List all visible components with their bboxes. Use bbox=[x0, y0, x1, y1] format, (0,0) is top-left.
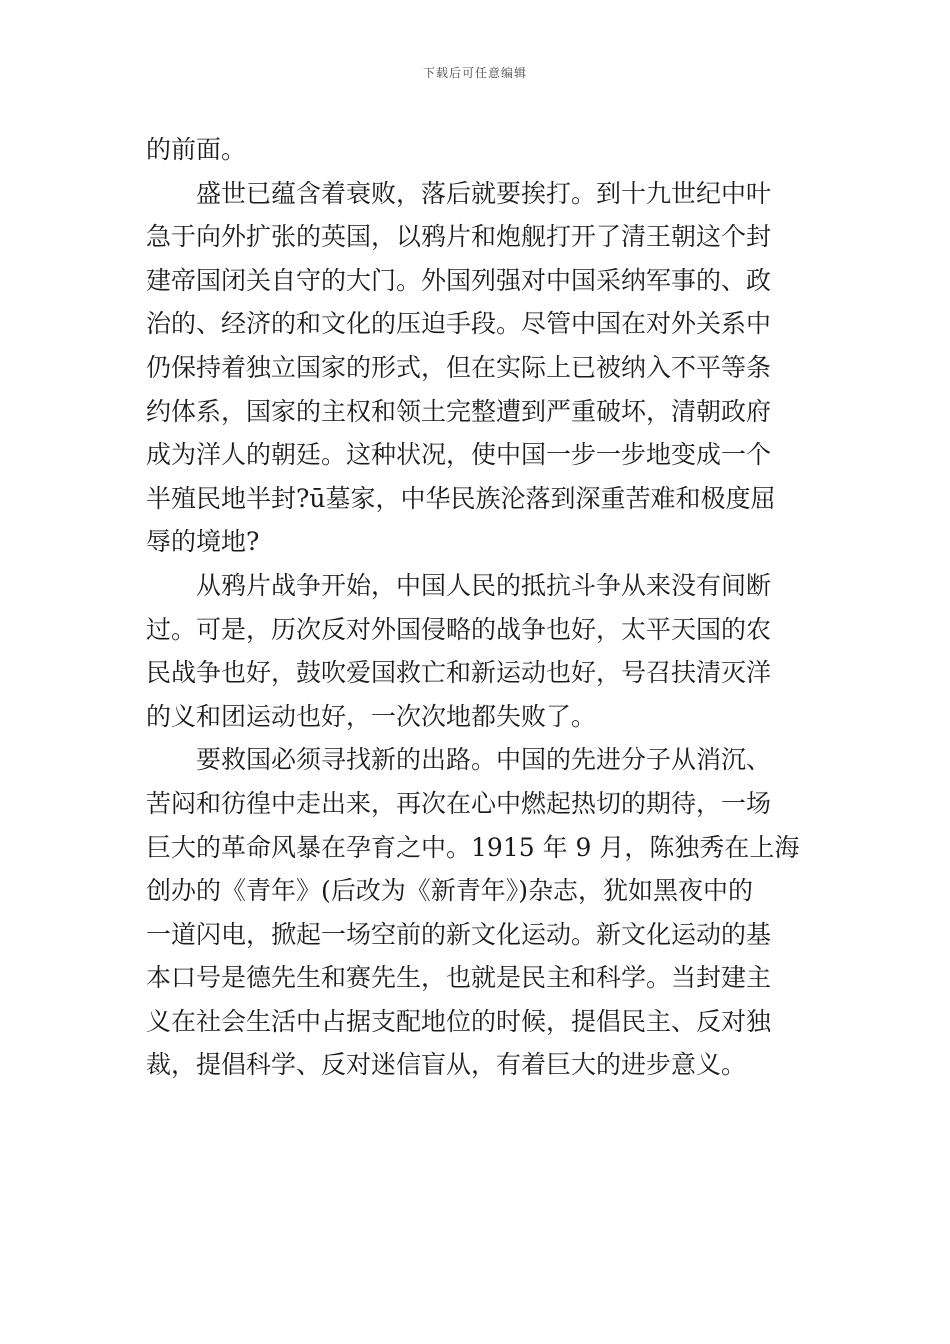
text-line: 巨大的革命风暴在孕育之中。1915 年 9 月，陈独秀在上海 bbox=[146, 832, 800, 862]
body-text bbox=[146, 128, 810, 1087]
text-line: 要救国必须寻找新的出路。中国的先进分子从消沉、 bbox=[146, 745, 772, 775]
text-line: 苦闷和彷徨中走出来，再次在心中燃起热切的期待，一场 bbox=[146, 788, 772, 818]
text-line: 辱的境地? bbox=[146, 527, 260, 557]
text-line: 义在社会生活中占据支配地位的时候，提倡民主、反对独 bbox=[146, 1006, 772, 1036]
page-header: 下载后可任意编辑 bbox=[422, 66, 527, 80]
text-line: 成为洋人的朝廷。这种状况，使中国一步一步地变成一个 bbox=[146, 440, 772, 470]
text-line: 约体系，国家的主权和领土完整遭到严重破坏，清朝政府 bbox=[146, 396, 772, 426]
text-line: 一道闪电，掀起一场空前的新文化运动。新文化运动的基 bbox=[146, 919, 772, 949]
text-line: 急于向外扩张的英国，以鸦片和炮舰打开了清王朝这个封 bbox=[146, 222, 772, 252]
text-line: 半殖民地半封?ū墓家，中华民族沦落到深重苦难和极度屈 bbox=[146, 483, 776, 513]
text-line: 治的、经济的和文化的压迫手段。尽管中国在对外关系中 bbox=[146, 309, 772, 339]
text-line: 的前面。 bbox=[146, 135, 247, 164]
text-line: 民战争也好，鼓吹爱国救亡和新运动也好，号召扶清灭洋 bbox=[146, 658, 772, 688]
text-line: 创办的《青年》(后改为《新青年》)杂志，犹如黑夜中的 bbox=[146, 876, 754, 906]
text-line: 从鸦片战争开始，中国人民的抵抗斗争从来没有间断 bbox=[146, 570, 772, 600]
text-line: 裁，提倡科学、反对迷信盲从，有着巨大的进步意义。 bbox=[146, 1050, 747, 1080]
text-line: 的义和团运动也好，一次次地都失败了。 bbox=[146, 701, 597, 731]
text-line: 建帝国闭关自守的大门。外国列强对中国采纳军事的、政 bbox=[146, 265, 772, 295]
text-line: 盛世已蕴含着衰败，落后就要挨打。到十九世纪中叶 bbox=[146, 178, 772, 208]
text-line: 本口号是德先生和赛先生，也就是民主和科学。当封建主 bbox=[146, 963, 772, 993]
text-line: 仍保持着独立国家的形式，但在实际上已被纳入不平等条 bbox=[146, 352, 772, 382]
text-line: 过。可是，历次反对外国侵略的战争也好，太平天国的农 bbox=[146, 614, 772, 644]
